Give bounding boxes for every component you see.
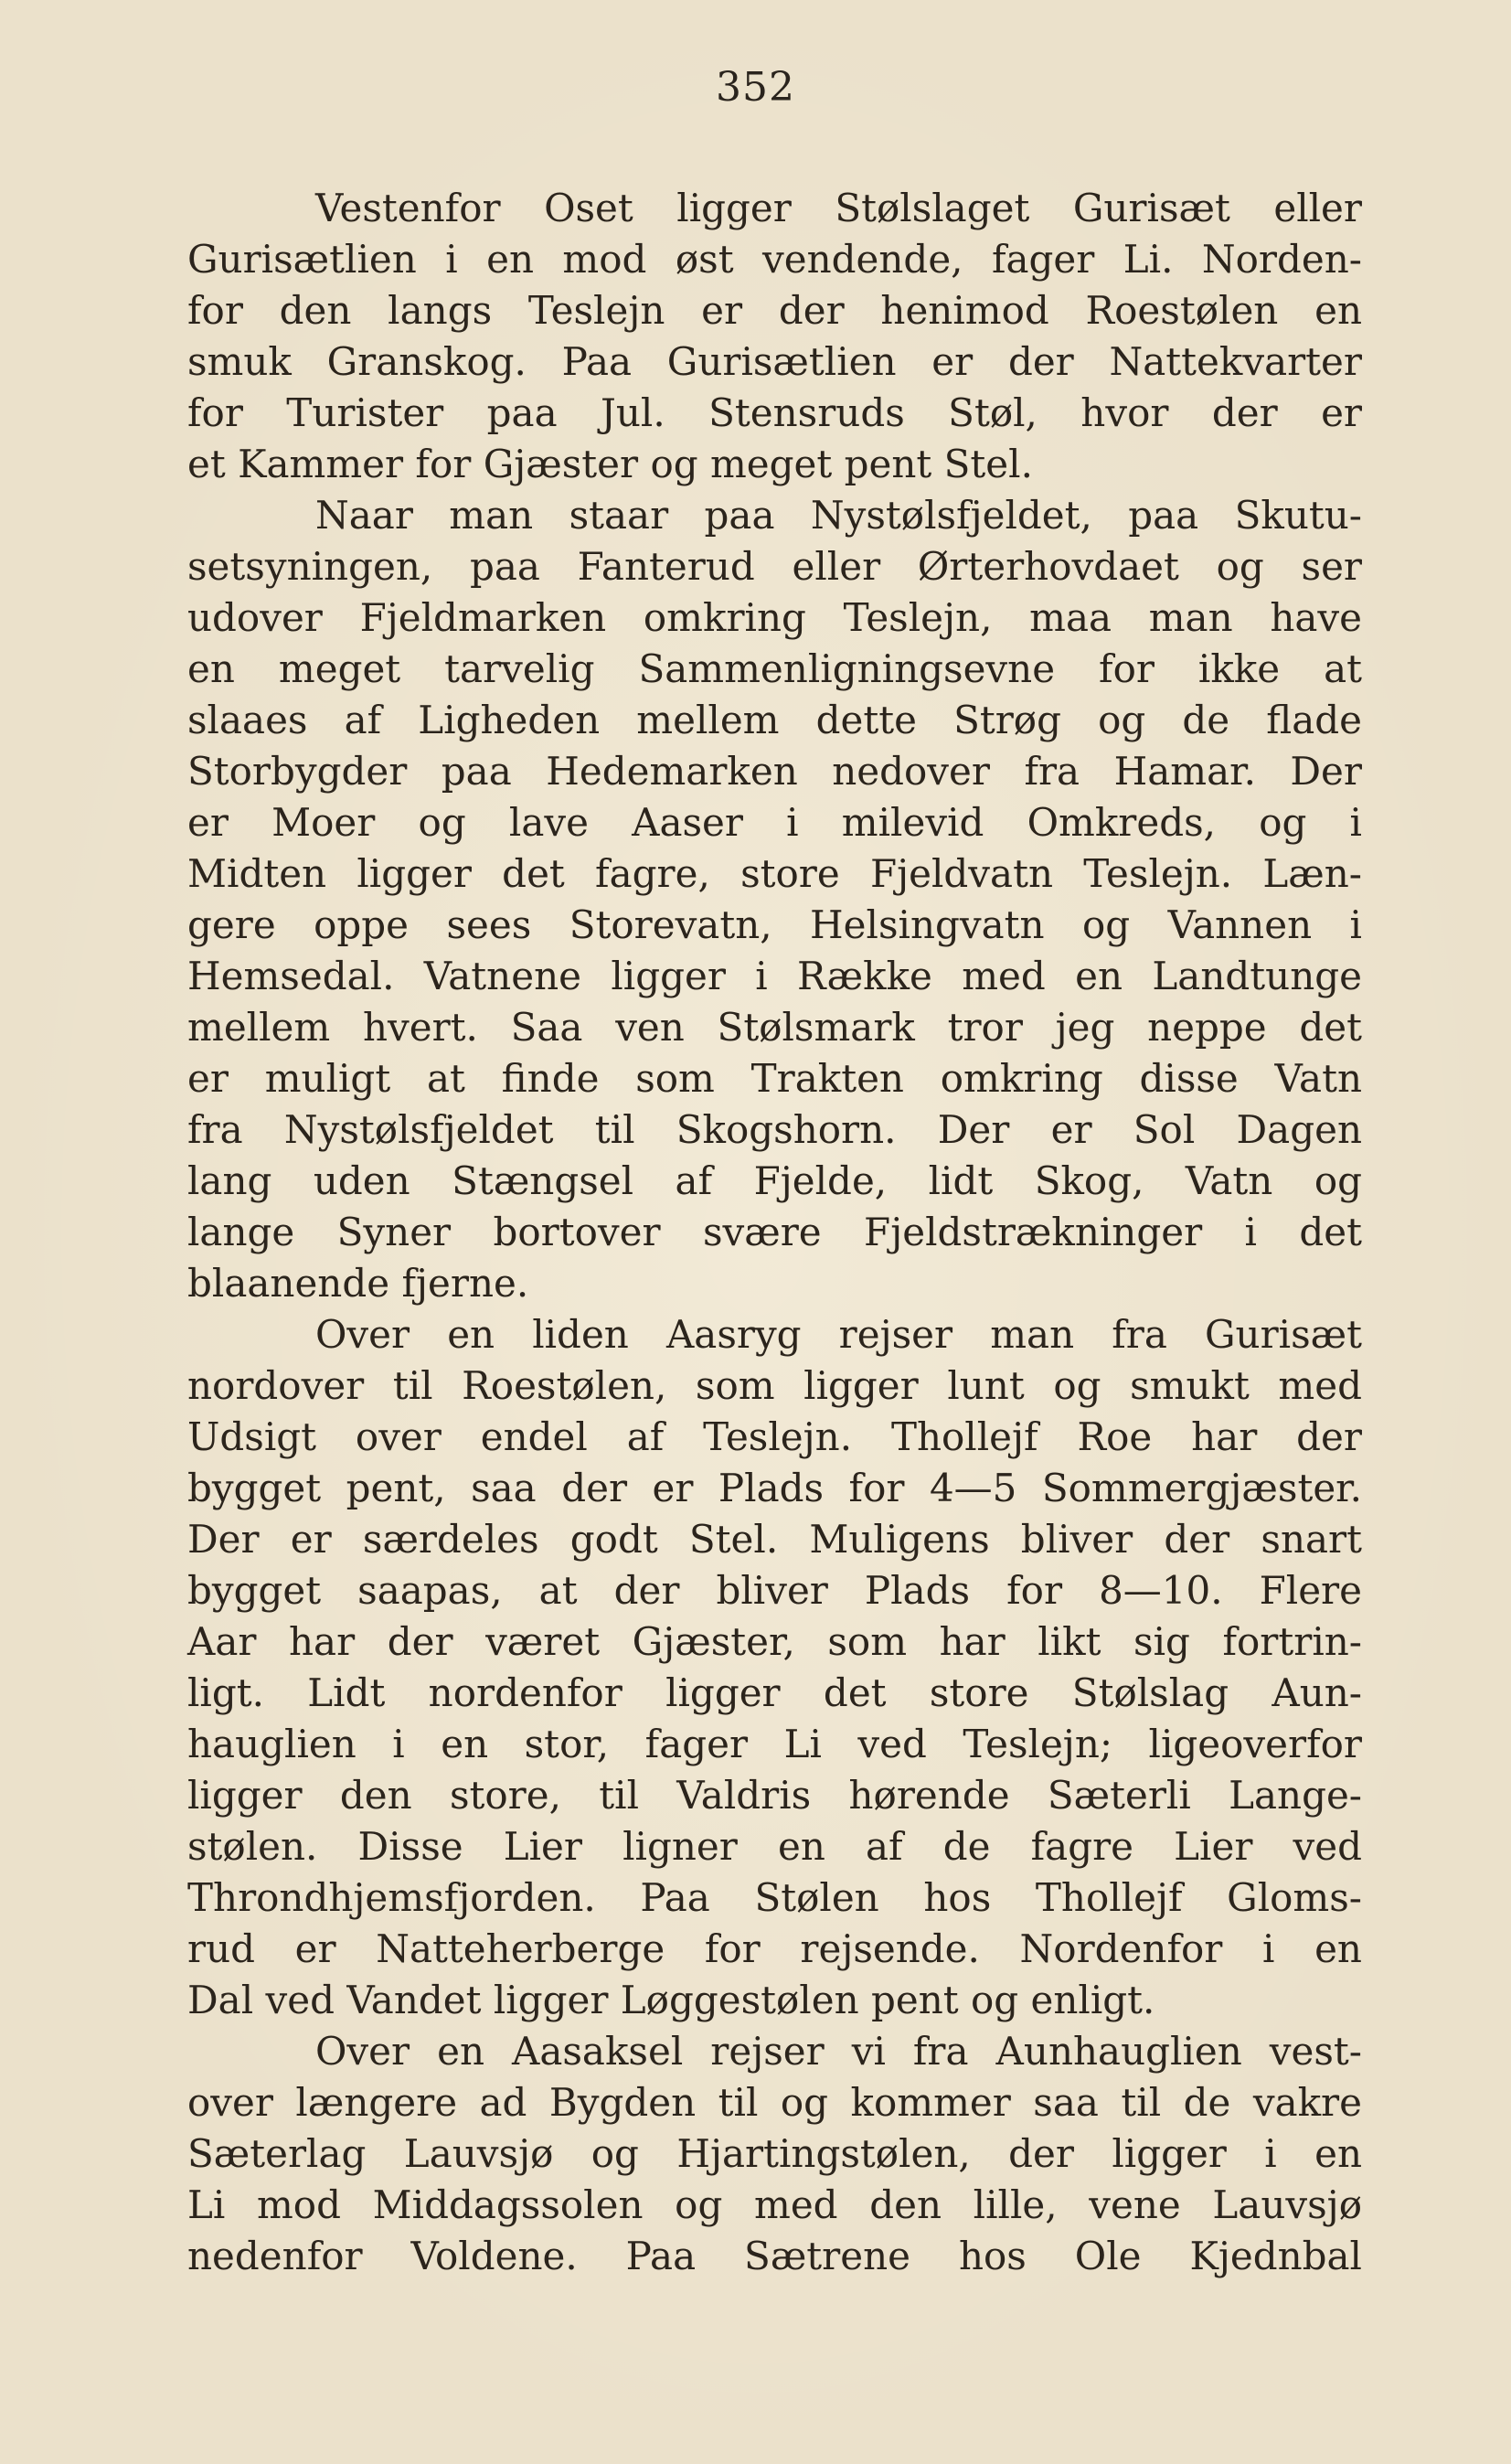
text-line: over længere ad Bygden til og kommer saa til de vakre — [187, 2080, 1362, 2125]
text-line: hauglien i en stor, fager Li ved Teslejn; ligeoverfor — [187, 1722, 1362, 1766]
text-line: Sæterlag Lauvsjø og Hjartingstølen, der ligger i en — [187, 2131, 1362, 2176]
text-line: Naar man staar paa Nystølsfjeldet, paa Skutu- — [315, 493, 1362, 538]
text-line: Udsigt over endel af Teslejn. Thollejf Roe har der — [187, 1414, 1362, 1459]
text-line: stølen. Disse Lier ligner en af de fagre Lier ved — [187, 1824, 1362, 1869]
text-line: Dal ved Vandet ligger Løggestølen pent og enligt. — [187, 1978, 1155, 2022]
text-line: Over en Aasaksel rejser vi fra Aunhauglien vest- — [315, 2029, 1362, 2074]
text-line: mellem hvert. Saa ven Stølsmark tror jeg neppe det — [187, 1005, 1362, 1050]
text-line: nedenfor Voldene. Paa Sætrene hos Ole Kjednbal — [187, 2234, 1362, 2278]
text-line: en meget tarvelig Sammenligningsevne for ikke at — [187, 646, 1362, 691]
text-line: bygget pent, saa der er Plads for 4—5 Sommergjæster. — [187, 1466, 1362, 1510]
text-line: Vestenfor Oset ligger Stølslaget Gurisæt eller — [315, 186, 1362, 230]
text-line: lange Syner bortover svære Fjeldstrækninger i det — [187, 1210, 1362, 1254]
text-line: rud er Natteherberge for rejsende. Nordenfor i en — [187, 1926, 1362, 1971]
text-line: setsyningen, paa Fanterud eller Ørterhovdaet og ser — [187, 544, 1362, 589]
text-line: fra Nystølsfjeldet til Skogshorn. Der er Sol Dagen — [187, 1107, 1362, 1152]
text-line: Storbygder paa Hedemarken nedover fra Hamar. Der — [187, 749, 1362, 794]
text-line: Gurisætlien i en mod øst vendende, fager Li. Norden- — [187, 237, 1362, 282]
text-line: Aar har der været Gjæster, som har likt sig fortrin- — [187, 1619, 1362, 1664]
text-line: Throndhjemsfjorden. Paa Stølen hos Thollejf Gloms- — [187, 1875, 1362, 1920]
text-line: blaanende fjerne. — [187, 1261, 529, 1306]
text-line: et Kammer for Gjæster og meget pent Stel. — [187, 442, 1033, 486]
text-line: Li mod Middagssolen og med den lille, vene Lauvsjø — [187, 2182, 1362, 2227]
text-line: gere oppe sees Storevatn, Helsingvatn og Vannen i — [187, 902, 1362, 947]
text-line: lang uden Stængsel af Fjelde, lidt Skog, Vatn og — [187, 1158, 1362, 1203]
text-line: er muligt at finde som Trakten omkring disse Vatn — [187, 1056, 1362, 1101]
text-line: ligger den store, til Valdris hørende Sæterli Lange- — [187, 1773, 1362, 1818]
text-line: smuk Granskog. Paa Gurisætlien er der Nattekvarter — [187, 339, 1362, 384]
text-line: ligt. Lidt nordenfor ligger det store Stølslag Aun- — [187, 1670, 1362, 1715]
body-text — [187, 183, 1362, 2282]
text-line: Midten ligger det fagre, store Fjeldvatn Teslejn. Læn- — [187, 851, 1362, 896]
text-line: Der er særdeles godt Stel. Muligens bliver der snart — [187, 1517, 1362, 1562]
text-line: Over en liden Aasryg rejser man fra Gurisæt — [315, 1312, 1362, 1357]
page-number: 352 — [716, 64, 795, 111]
text-line: slaaes af Ligheden mellem dette Strøg og de flade — [187, 698, 1362, 742]
text-line: er Moer og lave Aaser i milevid Omkreds, og i — [187, 800, 1362, 845]
text-line: Hemsedal. Vatnene ligger i Række med en Landtunge — [187, 954, 1362, 998]
text-line: udover Fjeldmarken omkring Teslejn, maa man have — [187, 595, 1362, 640]
text-line: for den langs Teslejn er der henimod Roestølen en — [187, 288, 1362, 333]
text-line: nordover til Roestølen, som ligger lunt og smukt med — [187, 1363, 1362, 1408]
text-line: for Turister paa Jul. Stensruds Støl, hvor der er — [187, 390, 1362, 435]
text-line: bygget saapas, at der bliver Plads for 8—10. Flere — [187, 1568, 1362, 1613]
